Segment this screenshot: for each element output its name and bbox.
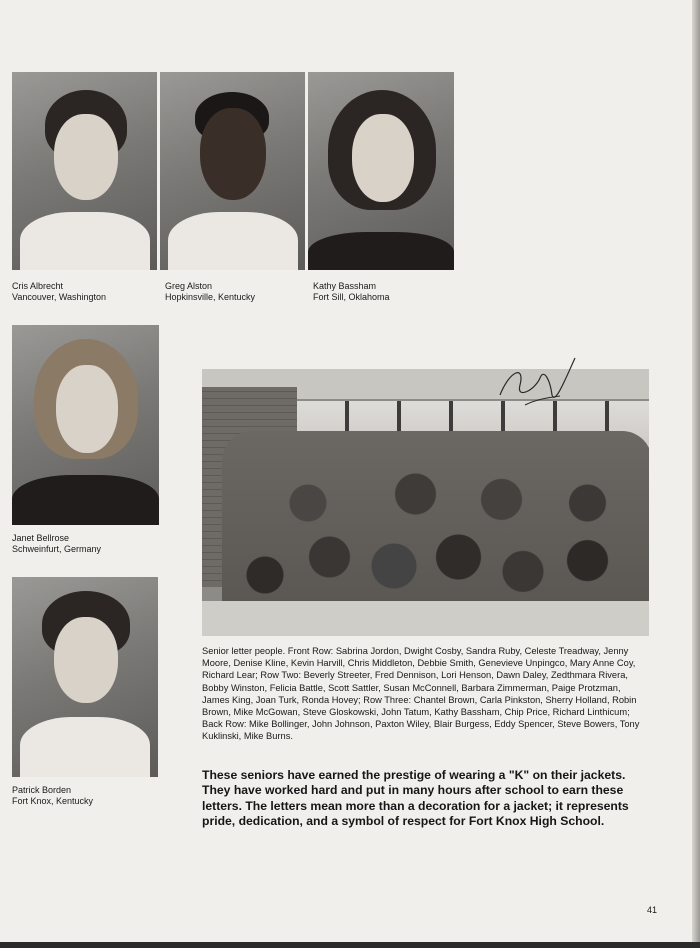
student-hometown: Fort Knox, Kentucky <box>12 796 94 806</box>
student-name: Greg Alston <box>165 281 213 291</box>
portrait-caption-patrick-borden <box>12 785 93 807</box>
student-hometown: Vancouver, Washington <box>12 292 107 302</box>
student-name: Janet Bellrose <box>12 533 70 543</box>
page-bottom-edge <box>0 942 700 948</box>
portrait-photo-patrick-borden <box>12 577 158 777</box>
portrait-photo-cris-albrecht <box>12 72 157 270</box>
portrait-photo-greg-alston <box>160 72 305 270</box>
student-name: Kathy Bassham <box>313 281 377 291</box>
portrait-photo-janet-bellrose <box>12 325 159 525</box>
student-hometown: Schweinfurt, Germany <box>12 544 102 554</box>
page-number: 41 <box>647 905 658 915</box>
feature-paragraph: These seniors have earned the prestige of wearing a "K" on their jackets. They have worked hard and put in many hours after school to earn these letters. The letters mean more than a decoration for a jacket; it represents pride, dedication, and a symbol of respect for Fort Knox High School. <box>202 768 629 829</box>
portrait-caption-greg-alston <box>165 281 255 303</box>
student-name: Patrick Borden <box>12 785 72 795</box>
student-hometown: Hopkinsville, Kentucky <box>165 292 256 302</box>
portrait-photo-kathy-bassham <box>308 72 454 270</box>
student-name: Cris Albrecht <box>12 281 64 291</box>
group-photo-caption: Senior letter people. Front Row: Sabrina Jordon, Dwight Cosby, Sandra Ruby, Celeste Treadway, Jenny Moore, Denise Kline, Kevin Harvill, Chris Middleton, Debbie Smith, Genevieve Unpingco, Mary Anne Coy, Richard Lear; Row Two: Beverly Streeter, Fred Dennison, Lori Henson, Dawn Daley, Zedthmara Rivera, Bobby Winston, Felicia Battle, Scott Sattler, Susan McConnell, Barbara Zimmerman, Paige Protzman, James King, Joan Turk, Ronda Hovey; Row Three: Chantel Brown, Carla Pinkston, Sherry Holland, Robin Brown, Mike McGowan, Steve Gloskowski, John Tatum, Kathy Bassham, Chip Price, Richard Linthicum; Back Row: Mike Bollinger, John Johnson, Paxton Wiley, Blair Burgess, Eddy Spencer, Steve Bowers, Tony Kuklinski, Mike Burns. <box>202 646 640 742</box>
handwritten-signature <box>480 350 590 420</box>
portrait-caption-cris-albrecht <box>12 281 106 303</box>
page-edge <box>692 0 700 948</box>
portrait-caption-janet-bellrose <box>12 533 101 555</box>
student-hometown: Fort Sill, Oklahoma <box>313 292 390 302</box>
portrait-caption-kathy-bassham <box>313 281 390 303</box>
